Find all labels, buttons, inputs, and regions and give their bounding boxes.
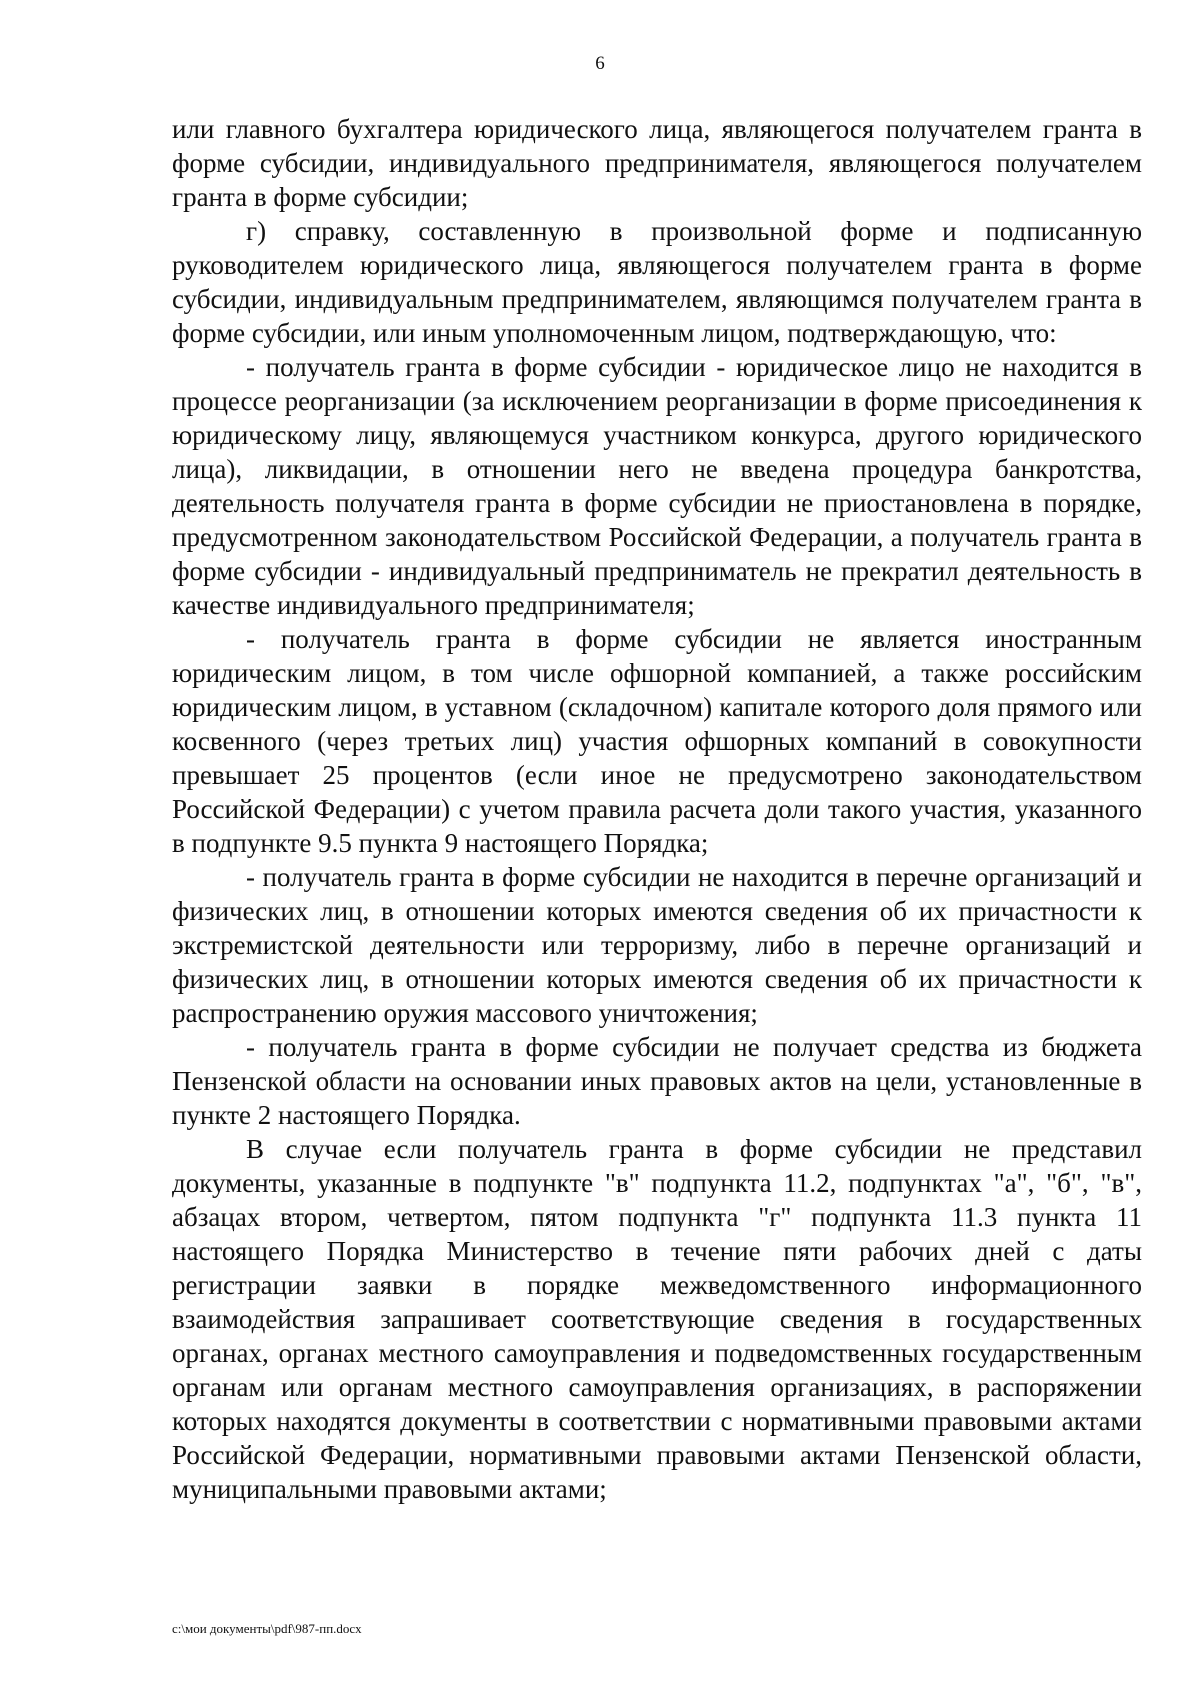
paragraph-interagency-request: В случае если получатель гранта в форме субсидии не представил документы, указанные в подпункте "в" подпункта 11.2, подпунктах "а", "б", "в", абзацах втором, четвертом, пятом подпункта "г" подпункта 11.3 пункта 11 настоящего Порядка Министерство в течение пяти рабочих дней с даты регистрации заявки в порядке межведомственного информационного взаимодействия запрашивает соответствующие сведения в государственных органах, органах местного самоуправления и подведомственных государственным органам или органам местного самоуправления организациях, в распоряжении которых находятся документы в соответствии с нормативными правовыми актами Российской Федерации, нормативными правовыми актами Пензенской области, муниципальными правовыми актами; — [172, 1134, 1142, 1504]
paragraph-item-g: г) справку, составленную в произвольной форме и подписанную руководителем юридического лица, являющегося получателем гранта в форме субсидии, индивидуальным предпринимателем, являющимся получателем гранта в форме субсидии, или иным уполномоченным лицом, подтверждающую, что: — [172, 216, 1142, 348]
paragraph-bullet-budget: - получатель гранта в форме субсидии не получает средства из бюджета Пензенской области на основании иных правовых актов на цели, установленные в пункте 2 настоящего Порядка. — [172, 1032, 1142, 1130]
paragraph-bullet-extremism: - получатель гранта в форме субсидии не находится в перечне организаций и физических лиц, в отношении которых имеются сведения об их причастности к экстремистской деятельности или терроризму, либо в перечне организаций и физических лиц, в отношении которых имеются сведения об их причастности к распространению оружия массового уничтожения; — [172, 862, 1142, 1028]
page-number: 6 — [595, 53, 605, 74]
paragraph-continuation: или главного бухгалтера юридического лица, являющегося получателем гранта в форме субсидии, индивидуального предпринимателя, являющегося получателем гранта в форме субсидии; — [172, 114, 1142, 212]
paragraph-bullet-reorganization: - получатель гранта в форме субсидии - юридическое лицо не находится в процессе реорганизации (за исключением реорганизации в форме присоединения к юридическому лицу, являющемуся участником конкурса, другого юридического лица), ликвидации, в отношении него не введена процедура банкротства, деятельность получателя гранта в форме субсидии не приостановлена в порядке, предусмотренном законодательством Российской Федерации, а получатель гранта в форме субсидии - индивидуальный предприниматель не прекратил деятельность в качестве индивидуального предпринимателя; — [172, 352, 1142, 620]
document-body — [172, 112, 1142, 1506]
paragraph-bullet-offshore: - получатель гранта в форме субсидии не является иностранным юридическим лицом, в том числе офшорной компанией, а также российским юридическим лицом, в уставном (складочном) капитале которого доля прямого или косвенного (через третьих лиц) участия офшорных компаний в совокупности превышает 25 процентов (если иное не предусмотрено законодательством Российской Федерации) с учетом правила расчета доли такого участия, указанного в подпункте 9.5 пункта 9 настоящего Порядка; — [172, 624, 1142, 858]
footer-file-path: c:\мои документы\pdf\987-пп.docx — [172, 1621, 362, 1636]
